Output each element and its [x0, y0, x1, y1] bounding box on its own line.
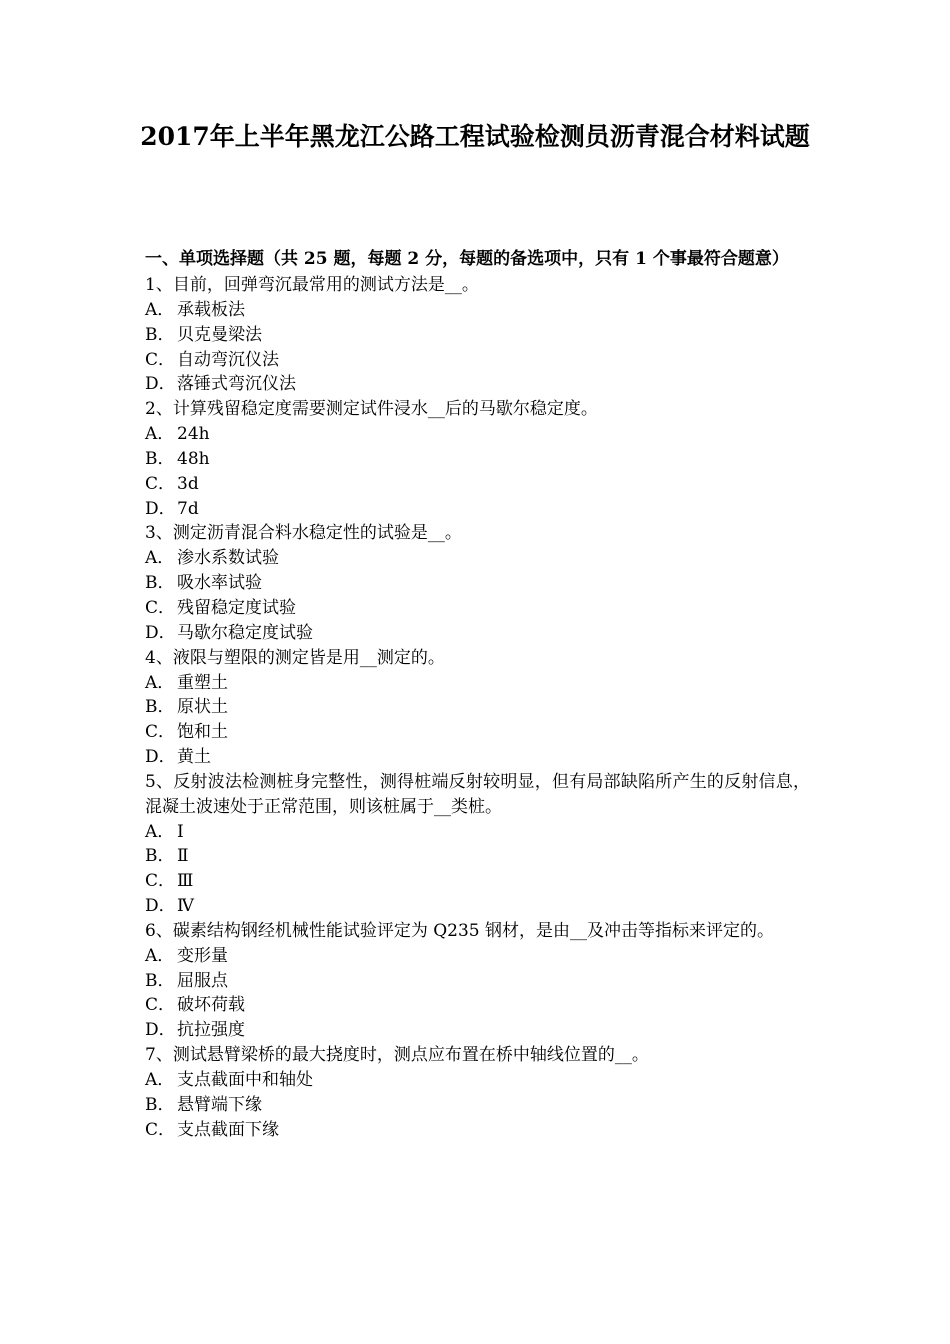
option-text: 吸水率试验 — [177, 573, 262, 594]
question-text: 3、测定沥青混合料水稳定性的试验是__。 — [145, 523, 462, 544]
option-letter: C． — [145, 722, 176, 743]
option-text: 残留稳定度试验 — [177, 597, 296, 618]
option-text: Ⅰ — [177, 821, 184, 842]
section-heading: 一、单项选择题（共 25 题，每题 2 分，每题的备选项中，只有 1 个事最符合题意） — [145, 249, 789, 269]
option-text: 饱和土 — [177, 722, 228, 743]
option-text: 重塑土 — [177, 672, 228, 693]
answer-option — [145, 422, 810, 447]
option-letter: A． — [145, 945, 175, 966]
question-item — [145, 770, 810, 919]
answer-option — [145, 720, 810, 745]
question-item — [145, 521, 810, 645]
answer-option — [145, 844, 810, 869]
question-item — [145, 646, 810, 770]
option-text: 抗拉强度 — [177, 1020, 245, 1041]
answer-option — [145, 472, 810, 497]
question-text: 7、测试悬臂梁桥的最大挠度时，测点应布置在桥中轴线位置的__。 — [145, 1045, 649, 1066]
document-title: 2017年上半年黑龙江公路工程试验检测员沥青混合材料试题 — [140, 122, 810, 151]
option-text: 渗水系数试验 — [177, 548, 279, 569]
option-letter: A． — [145, 821, 175, 842]
option-text: 24h — [177, 424, 210, 445]
option-text: Ⅲ — [177, 871, 194, 892]
option-letter: B． — [145, 970, 175, 991]
question-text: 5、反射波法检测桩身完整性，测得桩端反射较明显，但有局部缺陷所产生的反射信息，混凝土波速处于正常范围，则该桩属于__类桩。 — [145, 771, 810, 817]
option-letter: C． — [145, 871, 176, 892]
answer-option — [145, 969, 810, 994]
option-letter: B． — [145, 846, 175, 867]
answer-option — [145, 298, 810, 323]
answer-option — [145, 596, 810, 621]
question-list — [145, 273, 810, 1143]
answer-option — [145, 447, 810, 472]
option-letter: C． — [145, 473, 176, 494]
answer-option — [145, 372, 810, 397]
option-letter: C． — [145, 995, 176, 1016]
option-text: 原状土 — [177, 697, 228, 718]
question-text: 6、碳素结构钢经机械性能试验评定为 Q235 钢材，是由__及冲击等指标来评定的。 — [145, 920, 775, 941]
question-text: 2、计算残留稳定度需要测定试件浸水__后的马歇尔稳定度。 — [145, 399, 598, 420]
option-text: 贝克曼梁法 — [177, 324, 262, 345]
option-text: 马歇尔稳定度试验 — [177, 622, 313, 643]
option-letter: B． — [145, 448, 175, 469]
answer-option — [145, 1018, 810, 1043]
option-letter: A． — [145, 548, 175, 569]
answer-option — [145, 348, 810, 373]
option-text: 落锤式弯沉仪法 — [177, 374, 296, 395]
answer-option — [145, 894, 810, 919]
option-text: 支点截面下缘 — [177, 1119, 279, 1140]
answer-option — [145, 546, 810, 571]
option-letter: B． — [145, 324, 175, 345]
answer-option — [145, 993, 810, 1018]
answer-option — [145, 671, 810, 696]
question-text: 4、液限与塑限的测定皆是用__测定的。 — [145, 647, 445, 668]
question-item — [145, 919, 810, 1043]
option-text: 屈服点 — [177, 970, 228, 991]
answer-option — [145, 944, 810, 969]
option-text: 支点截面中和轴处 — [177, 1070, 313, 1090]
option-text: Ⅱ — [177, 846, 189, 867]
answer-option — [145, 571, 810, 596]
question-item — [145, 1043, 810, 1142]
option-text: 悬臂端下缘 — [177, 1094, 262, 1115]
option-letter: C． — [145, 597, 176, 618]
option-letter: D． — [145, 896, 176, 917]
answer-option — [145, 1093, 810, 1118]
option-letter: B． — [145, 697, 175, 718]
option-letter: B． — [145, 1094, 175, 1115]
question-text: 1、目前，回弹弯沉最常用的测试方法是__。 — [145, 275, 479, 295]
option-letter: C． — [145, 1119, 176, 1140]
answer-option — [145, 1118, 810, 1143]
option-letter: D． — [145, 498, 176, 519]
option-letter: C． — [145, 349, 176, 370]
option-letter: D． — [145, 1020, 176, 1041]
answer-option — [145, 621, 810, 646]
answer-option — [145, 695, 810, 720]
question-item — [145, 273, 810, 397]
option-text: 自动弯沉仪法 — [177, 349, 279, 370]
answer-option — [145, 1068, 810, 1093]
option-letter: A． — [145, 424, 175, 445]
answer-option — [145, 323, 810, 348]
answer-option — [145, 820, 810, 845]
option-letter: D． — [145, 622, 176, 643]
answer-option — [145, 869, 810, 894]
option-text: 变形量 — [177, 945, 228, 966]
option-text: 48h — [177, 448, 210, 469]
option-letter: B． — [145, 573, 175, 594]
option-text: 黄土 — [177, 747, 211, 768]
option-text: Ⅳ — [177, 896, 194, 917]
question-item — [145, 397, 810, 521]
option-text: 3d — [177, 473, 199, 494]
document-body — [145, 247, 810, 1143]
option-letter: D． — [145, 374, 176, 395]
option-text: 承载板法 — [177, 299, 245, 320]
option-letter: D． — [145, 747, 176, 768]
option-text: 7d — [177, 498, 199, 519]
option-letter: A． — [145, 299, 175, 320]
option-letter: A． — [145, 672, 175, 693]
answer-option — [145, 497, 810, 522]
option-letter: A． — [145, 1070, 175, 1090]
option-text: 破坏荷载 — [177, 995, 245, 1016]
answer-option — [145, 745, 810, 770]
